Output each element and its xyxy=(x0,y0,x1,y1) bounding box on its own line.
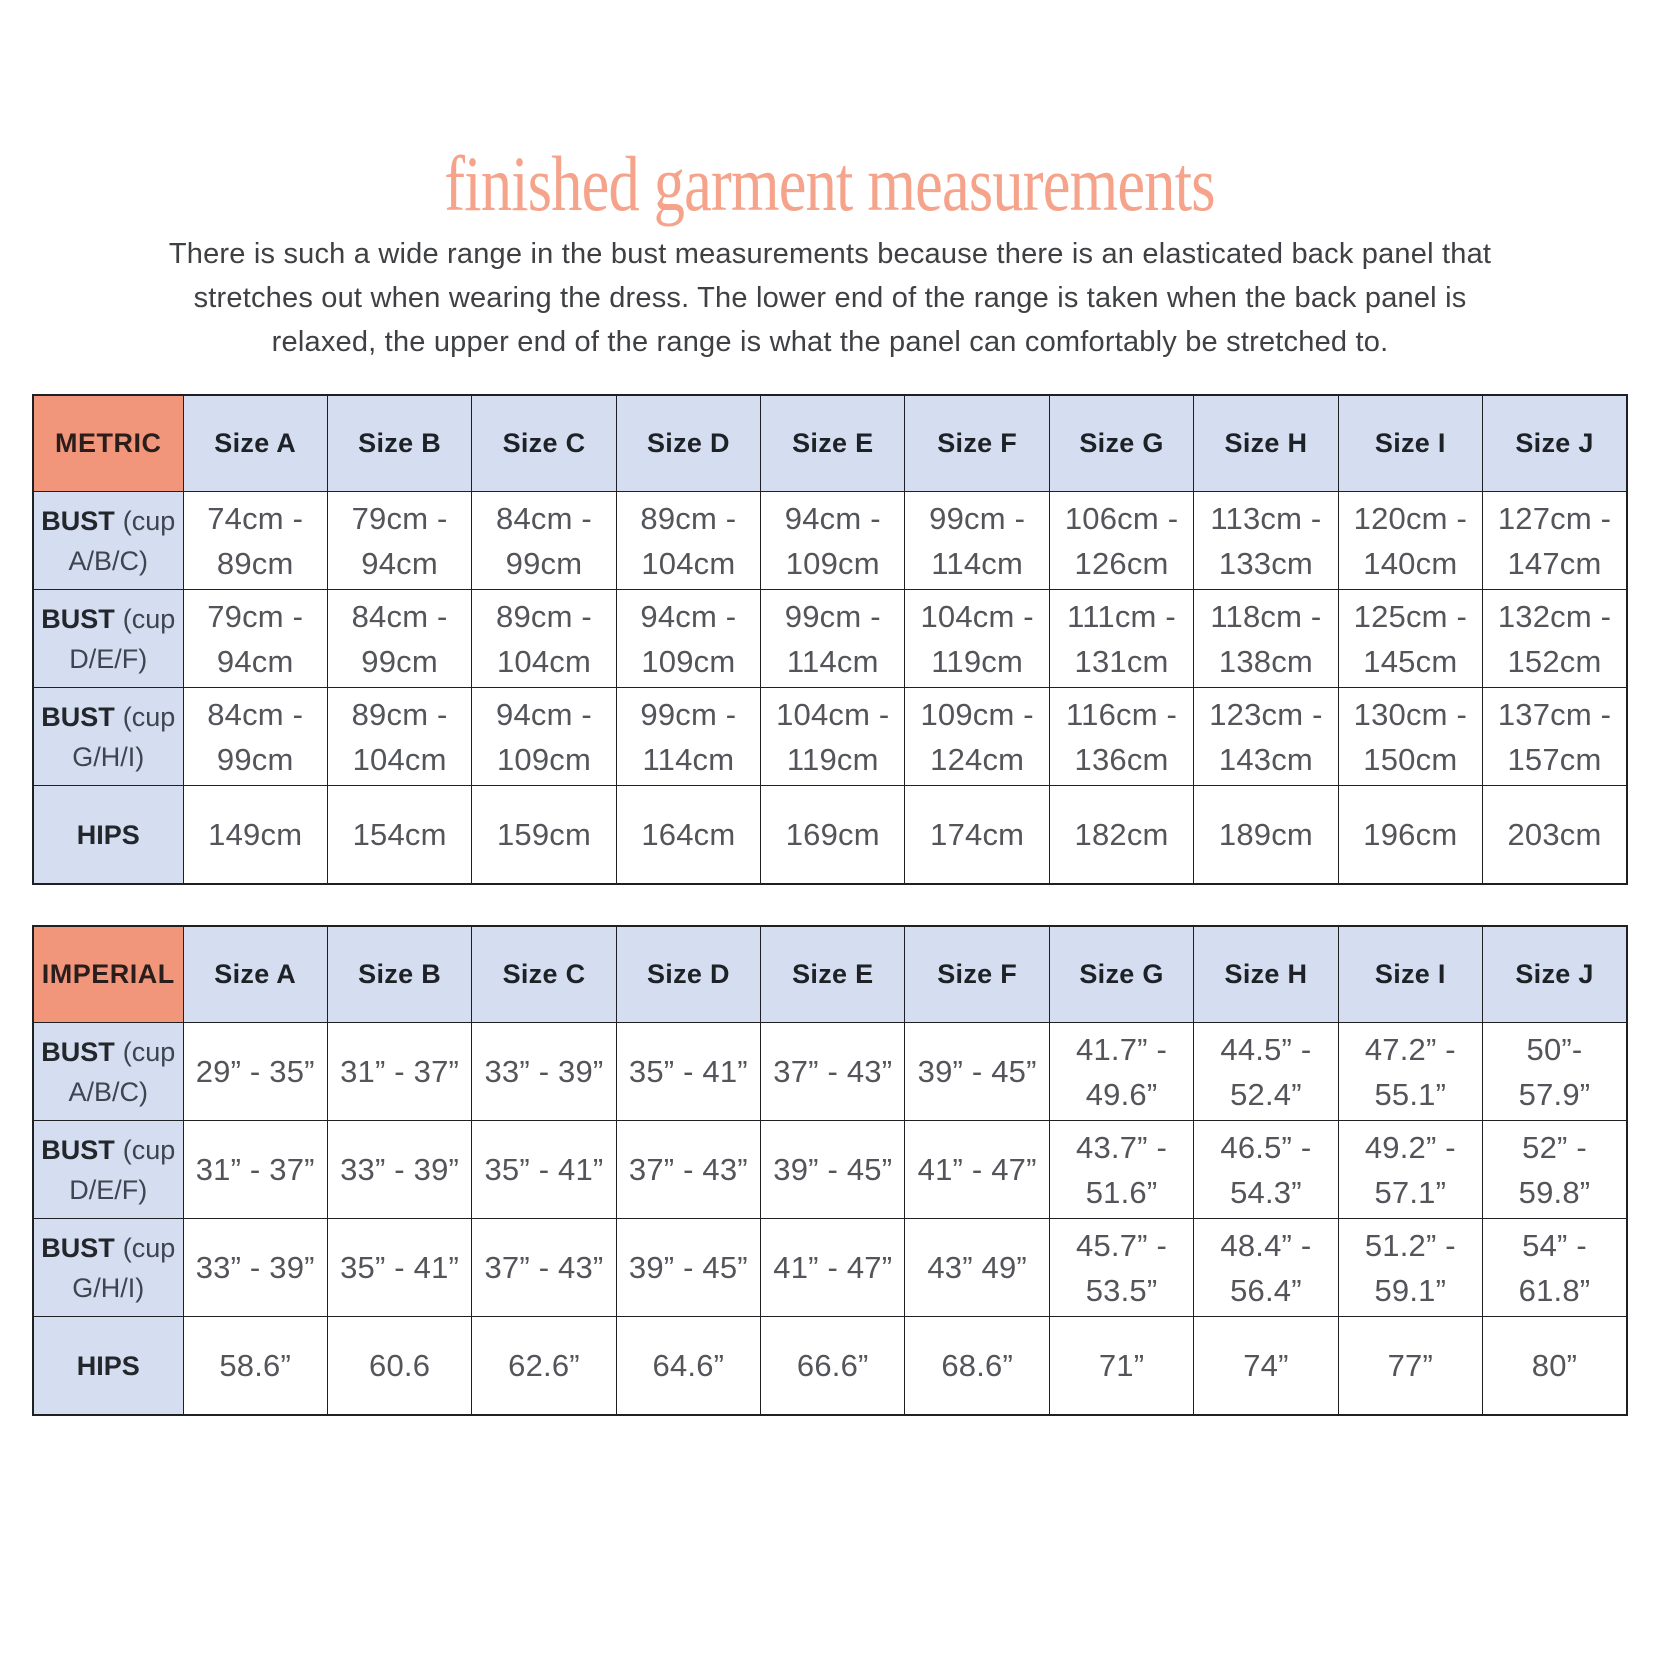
measurement-cell: 159cm xyxy=(472,786,616,885)
size-column-header: Size C xyxy=(472,395,616,492)
measurement-cell: 74cm - 89cm xyxy=(183,492,327,590)
measurement-cell: 99cm - 114cm xyxy=(905,492,1049,590)
measurement-cell: 106cm - 126cm xyxy=(1049,492,1193,590)
measurement-cell: 37” - 43” xyxy=(472,1219,616,1317)
measurement-cell: 132cm - 152cm xyxy=(1483,590,1627,688)
row-label-bold: HIPS xyxy=(76,1350,140,1381)
row-label-bold: BUST xyxy=(41,1036,115,1067)
row-label-light: (cup xyxy=(122,1134,176,1165)
row-label-cell xyxy=(33,1317,183,1416)
measurement-cell: 84cm - 99cm xyxy=(327,590,471,688)
measurement-cell: 47.2” - 55.1” xyxy=(1338,1023,1482,1121)
measurement-cell: 74” xyxy=(1194,1317,1338,1416)
measurement-cell: 62.6” xyxy=(472,1317,616,1416)
measurement-cell: 37” - 43” xyxy=(761,1023,905,1121)
measurement-cell: 54” - 61.8” xyxy=(1483,1219,1627,1317)
row-label-cell xyxy=(33,492,183,590)
measurement-cell: 104cm - 119cm xyxy=(905,590,1049,688)
measurement-cell: 68.6” xyxy=(905,1317,1049,1416)
metric-measurements-table xyxy=(32,394,1628,885)
table-row xyxy=(33,1121,1627,1219)
size-column-header: Size I xyxy=(1338,926,1482,1023)
table-row xyxy=(33,1219,1627,1317)
measurement-cell: 94cm - 109cm xyxy=(616,590,760,688)
measurement-cell: 79cm - 94cm xyxy=(327,492,471,590)
row-label-cell xyxy=(33,1121,183,1219)
size-column-header: Size A xyxy=(183,395,327,492)
size-column-header: Size A xyxy=(183,926,327,1023)
table-row xyxy=(33,492,1627,590)
measurement-cell: 71” xyxy=(1049,1317,1193,1416)
size-column-header: Size F xyxy=(905,395,1049,492)
measurement-cell: 35” - 41” xyxy=(616,1023,760,1121)
measurement-cell: 43.7” - 51.6” xyxy=(1049,1121,1193,1219)
table-row xyxy=(33,786,1627,885)
row-label-bold: BUST xyxy=(41,603,115,634)
measurement-cell: 123cm - 143cm xyxy=(1194,688,1338,786)
measurement-cell: 64.6” xyxy=(616,1317,760,1416)
measurement-cell: 118cm - 138cm xyxy=(1194,590,1338,688)
measurement-cell: 41” - 47” xyxy=(905,1121,1049,1219)
table-row xyxy=(33,1023,1627,1121)
row-label-bold: BUST xyxy=(41,1232,115,1263)
measurement-cell: 77” xyxy=(1338,1317,1482,1416)
size-column-header: Size J xyxy=(1483,395,1627,492)
page-title-wrap xyxy=(0,0,1660,230)
measurement-cell: 37” - 43” xyxy=(616,1121,760,1219)
measurement-cell: 33” - 39” xyxy=(183,1219,327,1317)
row-label-line2: A/B/C) xyxy=(68,545,148,576)
size-column-header: Size F xyxy=(905,926,1049,1023)
row-label-line2: D/E/F) xyxy=(69,643,148,674)
measurement-cell: 99cm - 114cm xyxy=(616,688,760,786)
measurement-cell: 89cm - 104cm xyxy=(472,590,616,688)
measurement-cell: 169cm xyxy=(761,786,905,885)
table-row xyxy=(33,1317,1627,1416)
measurement-cell: 50”- 57.9” xyxy=(1483,1023,1627,1121)
measurement-cell: 39” - 45” xyxy=(905,1023,1049,1121)
measurement-cell: 164cm xyxy=(616,786,760,885)
measurement-cell: 45.7” - 53.5” xyxy=(1049,1219,1193,1317)
header-row xyxy=(33,926,1627,1023)
row-label-cell xyxy=(33,786,183,885)
measurement-cell: 189cm xyxy=(1194,786,1338,885)
size-column-header: Size C xyxy=(472,926,616,1023)
size-column-header: Size I xyxy=(1338,395,1482,492)
measurement-cell: 29” - 35” xyxy=(183,1023,327,1121)
intro-paragraph xyxy=(0,232,1660,364)
measurement-cell: 99cm - 114cm xyxy=(761,590,905,688)
size-column-header: Size H xyxy=(1194,395,1338,492)
measurement-cell: 174cm xyxy=(905,786,1049,885)
measurement-cell: 111cm - 131cm xyxy=(1049,590,1193,688)
measurement-cell: 41” - 47” xyxy=(761,1219,905,1317)
size-column-header: Size E xyxy=(761,395,905,492)
row-label-light: (cup xyxy=(122,1036,176,1067)
measurement-cell: 203cm xyxy=(1483,786,1627,885)
measurement-cell: 35” - 41” xyxy=(472,1121,616,1219)
measurement-cell: 33” - 39” xyxy=(472,1023,616,1121)
measurement-cell: 127cm - 147cm xyxy=(1483,492,1627,590)
row-label-bold: BUST xyxy=(41,701,115,732)
measurement-cell: 130cm - 150cm xyxy=(1338,688,1482,786)
size-column-header: Size J xyxy=(1483,926,1627,1023)
size-column-header: Size E xyxy=(761,926,905,1023)
measurement-cell: 33” - 39” xyxy=(327,1121,471,1219)
measurement-cell: 58.6” xyxy=(183,1317,327,1416)
table-row xyxy=(33,590,1627,688)
row-label-light: (cup xyxy=(122,701,176,732)
imperial-measurements-table xyxy=(32,925,1628,1416)
measurement-cell: 31” - 37” xyxy=(183,1121,327,1219)
row-label-line2: G/H/I) xyxy=(72,1272,145,1303)
row-label-bold: BUST xyxy=(41,1134,115,1165)
measurement-cell: 196cm xyxy=(1338,786,1482,885)
row-label-light: (cup xyxy=(122,505,176,536)
row-label-line2: D/E/F) xyxy=(69,1174,148,1205)
measurement-cell: 35” - 41” xyxy=(327,1219,471,1317)
measurement-tables xyxy=(0,394,1660,1416)
row-label-light: (cup xyxy=(122,1232,176,1263)
row-label-cell xyxy=(33,1219,183,1317)
size-column-header: Size D xyxy=(616,395,760,492)
row-label-cell xyxy=(33,688,183,786)
measurement-cell: 43” 49” xyxy=(905,1219,1049,1317)
measurement-cell: 113cm - 133cm xyxy=(1194,492,1338,590)
measurement-cell: 39” - 45” xyxy=(616,1219,760,1317)
measurement-cell: 60.6 xyxy=(327,1317,471,1416)
row-label-cell xyxy=(33,590,183,688)
measurement-cell: 125cm - 145cm xyxy=(1338,590,1482,688)
measurement-cell: 154cm xyxy=(327,786,471,885)
unit-label-cell: IMPERIAL xyxy=(33,926,183,1023)
table-row xyxy=(33,688,1627,786)
measurement-cell: 89cm - 104cm xyxy=(327,688,471,786)
intro-line: There is such a wide range in the bust measurements because there is an elasticated back panel that xyxy=(168,238,1492,270)
measurement-cell: 31” - 37” xyxy=(327,1023,471,1121)
measurement-cell: 46.5” - 54.3” xyxy=(1194,1121,1338,1219)
measurement-cell: 48.4” - 56.4” xyxy=(1194,1219,1338,1317)
size-column-header: Size H xyxy=(1194,926,1338,1023)
size-column-header: Size G xyxy=(1049,395,1193,492)
measurement-cell: 182cm xyxy=(1049,786,1193,885)
measurement-cell: 89cm - 104cm xyxy=(616,492,760,590)
measurement-cell: 109cm - 124cm xyxy=(905,688,1049,786)
measurement-cell: 120cm - 140cm xyxy=(1338,492,1482,590)
measurement-cell: 52” - 59.8” xyxy=(1483,1121,1627,1219)
measurement-cell: 94cm - 109cm xyxy=(761,492,905,590)
size-column-header: Size G xyxy=(1049,926,1193,1023)
measurement-cell: 149cm xyxy=(183,786,327,885)
unit-label-cell: METRIC xyxy=(33,395,183,492)
measurement-cell: 44.5” - 52.4” xyxy=(1194,1023,1338,1121)
row-label-line2: G/H/I) xyxy=(72,741,145,772)
size-column-header: Size B xyxy=(327,395,471,492)
measurement-cell: 116cm - 136cm xyxy=(1049,688,1193,786)
measurement-cell: 49.2” - 57.1” xyxy=(1338,1121,1482,1219)
row-label-light: (cup xyxy=(122,603,176,634)
measurement-cell: 94cm - 109cm xyxy=(472,688,616,786)
intro-line: relaxed, the upper end of the range is what the panel can comfortably be stretched to. xyxy=(271,326,1389,358)
row-label-bold: BUST xyxy=(41,505,115,536)
size-column-header: Size B xyxy=(327,926,471,1023)
measurement-cell: 51.2” - 59.1” xyxy=(1338,1219,1482,1317)
measurement-cell: 80” xyxy=(1483,1317,1627,1416)
measurement-cell: 41.7” - 49.6” xyxy=(1049,1023,1193,1121)
measurement-cell: 84cm - 99cm xyxy=(183,688,327,786)
intro-line: stretches out when wearing the dress. The lower end of the range is taken when the back panel is xyxy=(193,282,1467,314)
measurement-cell: 66.6” xyxy=(761,1317,905,1416)
size-column-header: Size D xyxy=(616,926,760,1023)
measurement-cell: 79cm - 94cm xyxy=(183,590,327,688)
measurement-cell: 104cm - 119cm xyxy=(761,688,905,786)
row-label-line2: A/B/C) xyxy=(68,1076,148,1107)
row-label-bold: HIPS xyxy=(76,819,140,850)
page-title: finished garment measurements xyxy=(444,140,1216,227)
header-row xyxy=(33,395,1627,492)
measurement-cell: 137cm - 157cm xyxy=(1483,688,1627,786)
measurement-cell: 39” - 45” xyxy=(761,1121,905,1219)
measurement-cell: 84cm - 99cm xyxy=(472,492,616,590)
row-label-cell xyxy=(33,1023,183,1121)
